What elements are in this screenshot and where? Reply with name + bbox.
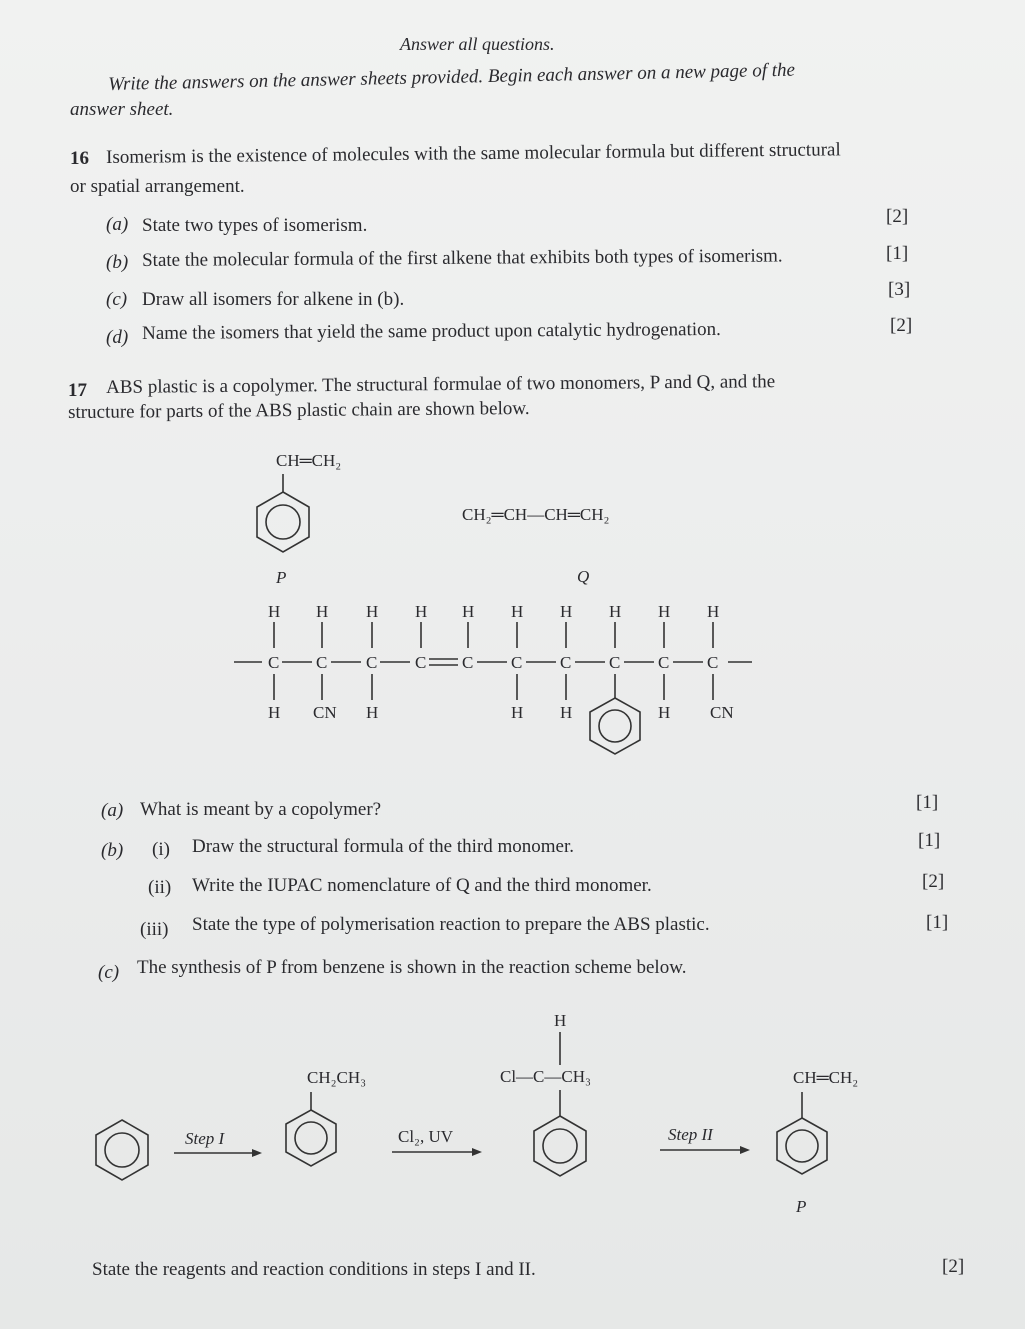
question-16-stem-1: Isomerism is the existence of molecules with the same molecular formula but different structural [106,139,841,168]
chain-bottom-group: H [511,703,524,722]
chain-carbon: C [658,653,670,672]
chain-carbon: C [366,653,378,672]
q16-part-a-text: State two types of isomerism. [142,215,368,236]
chloro-intermediate-group: Cl—C—CH₃ [500,1067,591,1086]
chain-bottom-group: H [366,703,379,722]
q17-part-c-text: The synthesis of P from benzene is shown in the reaction scheme below. [137,957,687,978]
q17-part-c-label: (c) [98,962,120,983]
q16-part-d-label: (d) [106,327,129,348]
chain-carbon: C [268,653,280,672]
chain-carbon: C [462,653,474,672]
q17-part-a-label: (a) [101,800,124,821]
final-instruction: State the reagents and reaction conditions in steps I and II. [92,1259,536,1280]
q17-part-b-iii-label: (iii) [140,919,169,940]
chain-carbon: C [707,653,719,672]
chain-top-h: H [415,602,428,621]
chemistry-structures [0,440,1025,1220]
q16-part-b-text: State the molecular formula of the first alkene that exhibits both types of isomerism. [142,245,783,271]
chain-top-h: H [609,602,622,621]
chain-bottom-group: H [658,703,671,722]
chain-top-h: H [560,602,573,621]
chain-carbon: C [415,653,427,672]
monomer-p-label: P [276,568,287,587]
chloro-intermediate-top-h: H [554,1011,567,1030]
reaction-scheme [96,1011,858,1216]
question-16-number: 16 [70,148,89,169]
q17-part-b-iii-marks: [1] [926,912,949,933]
benzene-ring-icon [590,698,640,754]
benzene-ring-icon [534,1116,586,1176]
q17-part-b-ii-label: (ii) [148,877,172,898]
question-17-stem-2: structure for parts of the ABS plastic chain are shown below. [68,397,530,423]
question-17-stem-1: ABS plastic is a copolymer. The structural formulae of two monomers, P and Q, and the [106,371,776,398]
chain-bottom-group: CN [313,703,337,722]
chain-bottom-group: H [268,703,281,722]
step-2-label: Step II [668,1125,713,1144]
question-17-number: 17 [68,380,87,401]
monomer-q-formula: CH₂═CH—CH═CH₂ [462,505,610,524]
chain-top-h: H [366,602,379,621]
chain-carbon: C [609,653,621,672]
monomer-q-label: Q [577,567,590,586]
q17-part-b-label: (b) [101,840,124,861]
q16-part-b-marks: [1] [886,243,909,264]
q17-part-b-ii-marks: [2] [922,871,945,892]
q17-part-b-i-label: (i) [152,839,170,860]
monomer-p-formula: CH═CH₂ [276,451,342,470]
q16-part-d-marks: [2] [890,315,913,336]
q17-part-a-marks: [1] [916,792,939,813]
benzene-ring-icon [96,1120,148,1180]
final-marks: [2] [942,1256,965,1277]
abs-polymer-chain [234,602,752,754]
question-16-stem-2: or spatial arrangement. [70,176,245,197]
q16-part-d-text: Name the isomers that yield the same product upon catalytic hydrogenation. [142,318,721,344]
chain-carbon: C [316,653,328,672]
chain-top-h: H [658,602,671,621]
chain-carbon: C [511,653,523,672]
q17-part-b-i-marks: [1] [918,830,941,851]
chain-top-h: H [707,602,720,621]
product-p-label: P [796,1197,807,1216]
step-reagent-cl2-uv: Cl₂, UV [398,1127,454,1146]
benzene-ring-icon [257,492,309,552]
chain-top-h: H [268,602,281,621]
instruction-line-1: Write the answers on the answer sheets provided. Begin each answer on a new page of the [108,59,796,95]
q17-part-b-ii-text: Write the IUPAC nomenclature of Q and the third monomer. [192,875,652,896]
step-1-label: Step I [185,1129,225,1148]
q16-part-c-text: Draw all isomers for alkene in (b). [142,289,405,310]
q17-part-b-iii-text: State the type of polymerisation reaction to prepare the ABS plastic. [192,914,710,935]
chain-top-h: H [511,602,524,621]
benzene-ring-icon [286,1110,336,1166]
chain-top-h: H [316,602,329,621]
styrene-group: CH═CH₂ [793,1068,859,1087]
q16-part-b-label: (b) [106,252,129,273]
q16-part-a-label: (a) [106,214,129,235]
chain-carbon: C [560,653,572,672]
chain-bottom-group: CN [710,703,734,722]
ethylbenzene-group: CH₂CH₃ [307,1068,367,1087]
monomer-q-structure [462,505,609,586]
chain-bottom-group: H [560,703,573,722]
chain-top-h: H [462,602,475,621]
q17-part-a-text: What is meant by a copolymer? [140,799,382,820]
instruction-line-2: answer sheet. [70,99,174,120]
q16-part-a-marks: [2] [886,206,909,227]
benzene-ring-icon [777,1118,827,1174]
monomer-p-structure [257,451,341,587]
answer-all-heading: Answer all questions. [400,34,555,54]
q16-part-c-label: (c) [106,289,128,310]
q16-part-c-marks: [3] [888,279,911,300]
q17-part-b-i-text: Draw the structural formula of the third monomer. [192,836,575,857]
